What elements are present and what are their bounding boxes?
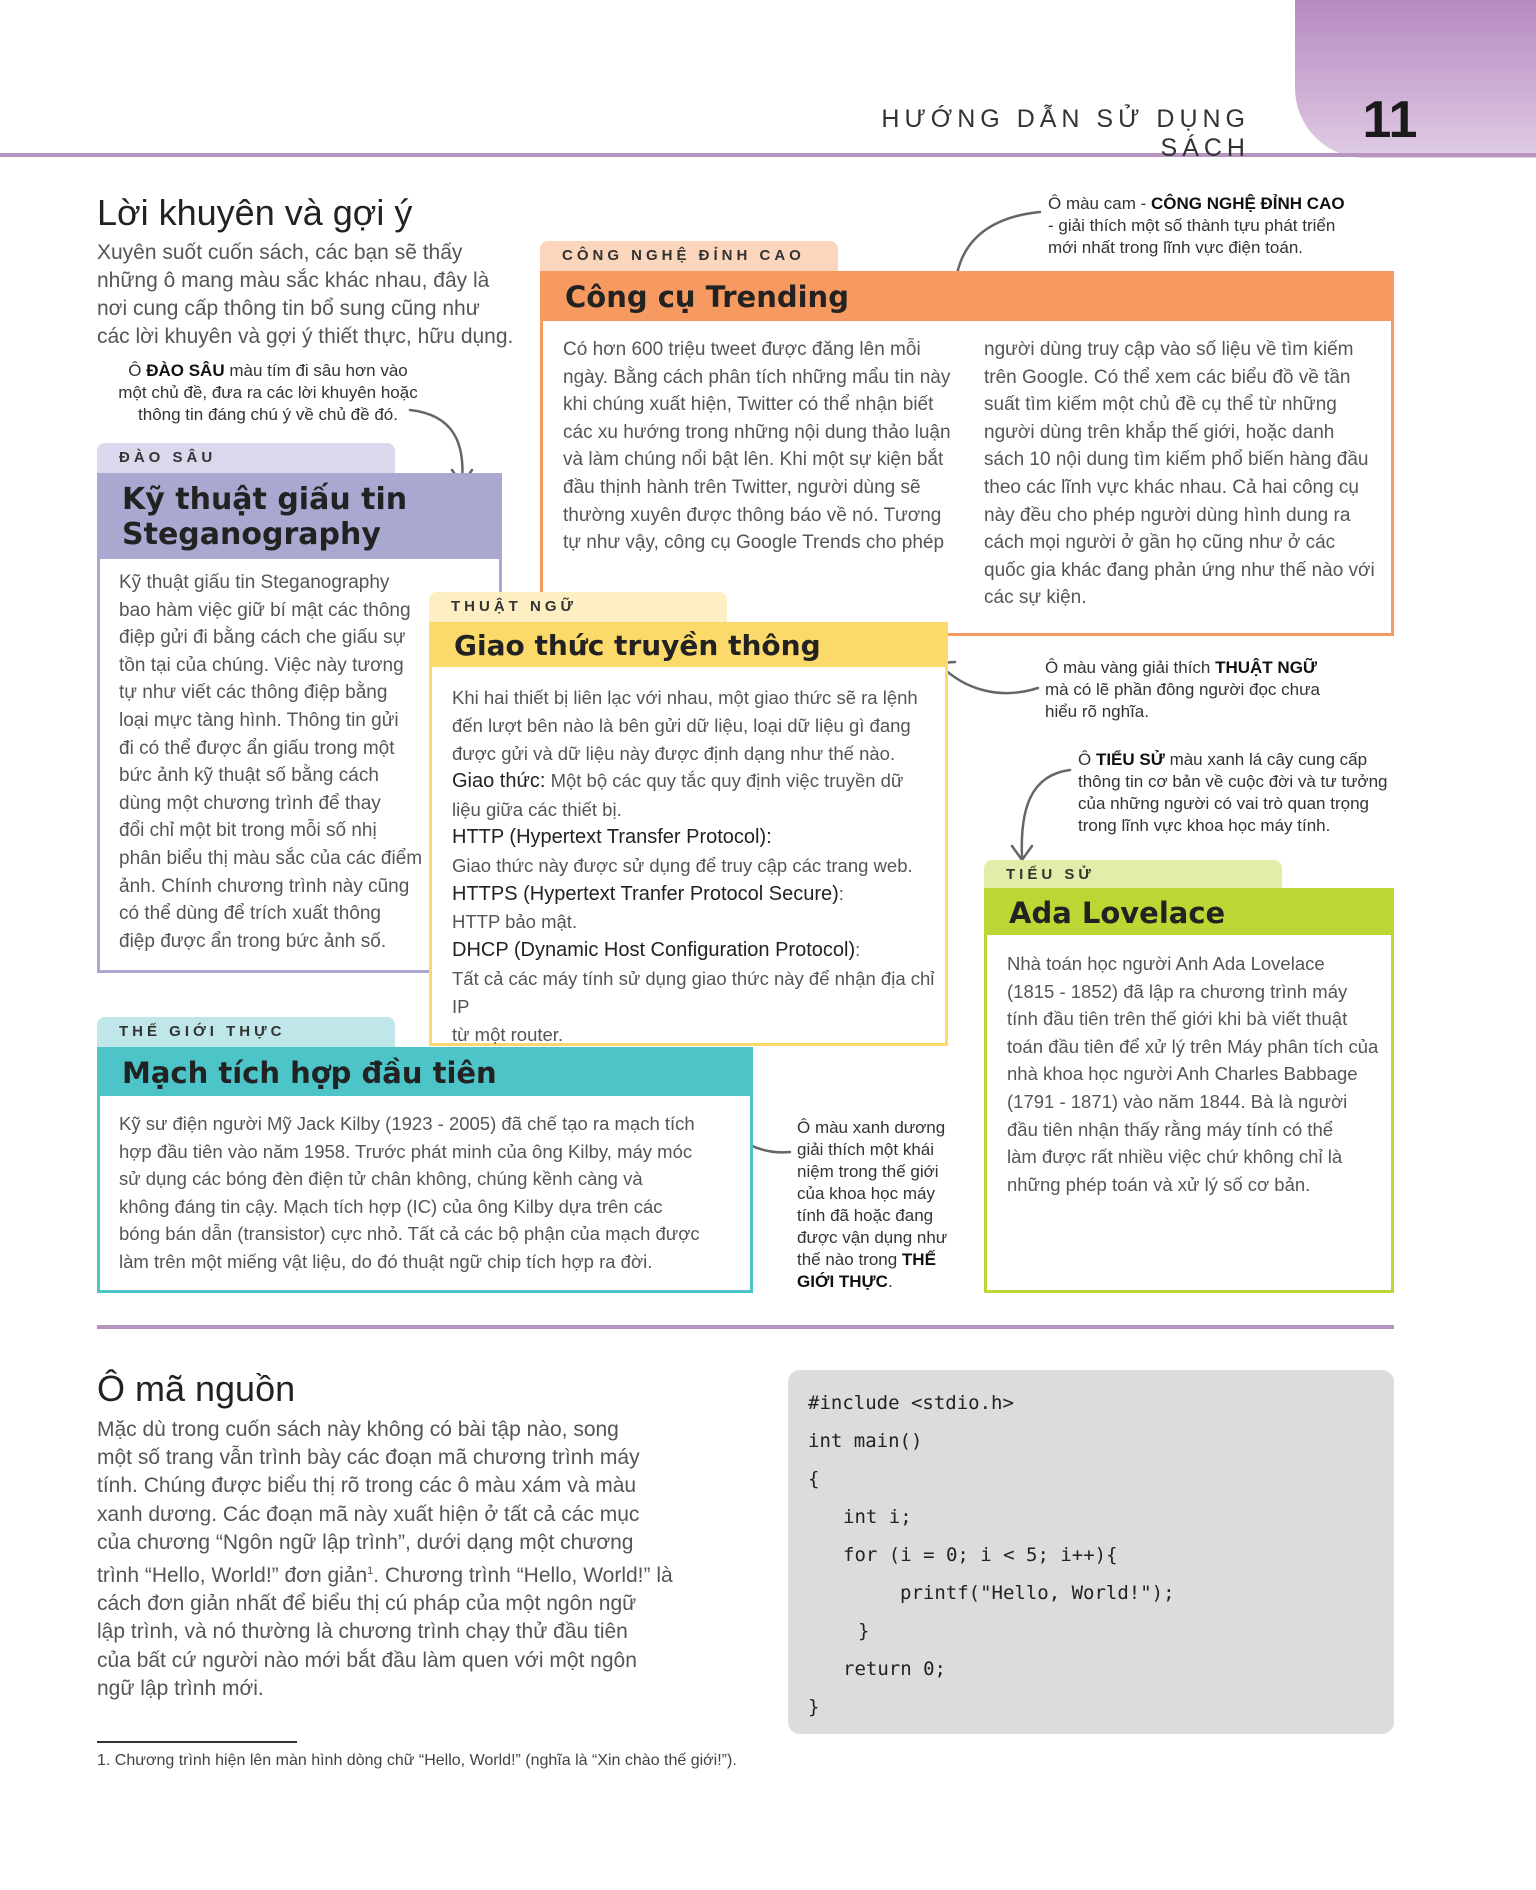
page-number: 11 [1362, 91, 1418, 149]
tag-the-gioi-thuc: THẾ GIỚI THỰC [97, 1017, 395, 1047]
code-line: return 0; [843, 1658, 946, 1680]
box-cong-nghe-col2: người dùng truy cập vào số liệu về tìm kiếm trên Google. Có thể xem các biểu đồ về tần suất tìm kiếm một chủ đề cụ thể từ những người dùng trên khắp thế giới, hoặc danh sách 10 nội dung tìm kiếm phổ biến hàng đầu theo các lĩnh vực khác nhau. Cả hai công cụ này đều cho phép người dùng hình dung ra cách mọi người ở gần họ cũng như ở các quốc gia khác đang phản ứng như thế nào với các sự kiện. [984, 339, 1375, 609]
intro-line: Xuyên suốt cuốn sách, các bạn sẽ thấy [97, 241, 463, 264]
box-tieu-su-text: Nhà toán học người Anh Ada Lovelace (1815 - 1852) đã lập ra chương trình máy tính đầu tiên trên thế giới khi bà viết thuật toán đầu tiên để xử lý trên Máy phân tích của nhà khoa học người Anh Charles Babbage (1791 - 1871) vào năm 1844. Bà là người đầu tiên nhận thấy rằng máy tính có thể làm được rất nhiều việc chứ không chỉ là những phép toán và xử lý số cơ bản. [1007, 953, 1379, 1195]
code-line: printf("Hello, World!"); [900, 1582, 1175, 1604]
box-thuat-ngu-text: Khi hai thiết bị liên lạc với nhau, một giao thức sẽ ra lệnh đến lượt bên nào là bên gửi dữ liệu, loại dữ liệu gì đang được gửi và dữ liệu này được định dạng như thế nào. Giao thức: Một bộ các quy tắc quy định việc truyền dữ liệu giữa các thiết bị. HTTP (Hypertext Transfer Protocol): Giao thức này được sử dụng để truy cập các trang web. HTTPS (Hypertext Tranfer Protocol Secure): HTTP bảo mật. DHCP (Dynamic Host Configuration Protocol): Tất cả các máy tính sử dụng giao thức này để nhận địa chỉ IP từ một router. [452, 687, 935, 1045]
note-the-gioi-thuc: Ô màu xanh dương giải thích một khái niệm trong thế giới của khoa học máy tính đã hoặc đang được vận dụng như thế nào trong THẾ GIỚI THỰC. [797, 1118, 948, 1291]
tag-thuat-ngu: THUẬT NGỮ [429, 592, 727, 622]
intro-line: nơi cung cấp thông tin bổ sung cũng như [97, 297, 480, 320]
box-thuat-ngu [429, 622, 948, 1046]
code-line: int i; [843, 1506, 912, 1528]
intro-line: những ô mang màu sắc khác nhau, đây là [97, 269, 490, 292]
note-cong-nghe: Ô màu cam - CÔNG NGHỆ ĐỈNH CAO - giải thích một số thành tựu phát triển mới nhất trong lĩnh vực điện toán. [1048, 194, 1345, 257]
code-line: for (i = 0; i < 5; i++){ [843, 1544, 1118, 1566]
tag-tieu-su: TIỂU SỬ [984, 860, 1282, 890]
section-divider [97, 1325, 1394, 1329]
code-line: } [858, 1620, 870, 1642]
arrow-tieu-su [1022, 770, 1070, 858]
code-line: int main() [808, 1430, 923, 1452]
note-tieu-su: Ô TIỂU SỬ màu xanh lá cây cung cấp thông tin cơ bản về cuộc đời và tư tưởng của những người có vai trò quan trọng trong lĩnh vực khoa học máy tính. [1078, 750, 1388, 835]
code-box [788, 1370, 1394, 1734]
box-cong-nghe [540, 271, 1394, 636]
intro-line: các lời khuyên và gợi ý thiết thực, hữu dụng. [97, 325, 514, 348]
intro-title: Lời khuyên và gợi ý [97, 192, 413, 233]
box-tieu-su [984, 888, 1394, 1293]
tag-dao-sau: ĐÀO SÂU [97, 443, 395, 473]
running-header: HƯỚNG DẪN SỬ DỤNG SÁCH [881, 105, 1250, 162]
source-code-text: Mặc dù trong cuốn sách này không có bài tập nào, song một số trang vẫn trình bày các đoạn mã chương trình máy tính. Chúng được biểu thị rõ trong các ô màu xám và màu xanh dương. Các đoạn mã này xuất hiện ở tất cả các mục của chương “Ngôn ngữ lập trình”, dưới dạng một chương trình “Hello, World!” đơn giản$^1$. Chương trình “Hello, World!” là cách đơn giản nhất để biểu thị cú pháp của một ngôn ngữ lập trình, và nó thường là chương trình chạy thử đầu tiên của bất cứ người nào mới bắt đầu làm quen với một ngôn ngữ lập trình mới. [97, 1418, 673, 1700]
arrow-thuat-ngu [940, 665, 1038, 693]
arrow-dao-sau [410, 410, 462, 482]
box-tieu-su-title: Ada Lovelace [987, 891, 1391, 935]
box-thuat-ngu-title: Giao thức truyền thông [432, 625, 945, 667]
box-the-gioi-thuc [97, 1047, 753, 1293]
box-the-gioi-thuc-title: Mạch tích hợp đầu tiên [100, 1050, 750, 1096]
footnote: 1. Chương trình hiện lên màn hình dòng chữ “Hello, World!” (nghĩa là “Xin chào thế giới!”). [97, 1752, 737, 1769]
code-line: { [808, 1468, 820, 1490]
box-the-gioi-thuc-text: Kỹ sư điện người Mỹ Jack Kilby (1923 - 2005) đã chế tạo ra mạch tích hợp đầu tiên vào năm 1958. Trước phát minh của ông Kilby, máy móc sử dụng các bóng đèn điện tử chân không, chúng kềnh càng và không đáng tin cậy. Mạch tích hợp (IC) của ông Kilby dựa trên các bóng bán dẫn (transistor) cực nhỏ. Tất cả các bộ phận của mạch được làm trên một miếng vật liệu, do đó thuật ngữ chip tích hợp ra đời. [119, 1113, 700, 1272]
box-cong-nghe-title: Công cụ Trending [543, 274, 1391, 321]
note-thuat-ngu: Ô màu vàng giải thích THUẬT NGỮ mà có lẽ phần đông người đọc chưa hiểu rõ nghĩa. [1045, 658, 1320, 721]
tag-cong-nghe: CÔNG NGHỆ ĐỈNH CAO [540, 241, 838, 271]
code-line: } [808, 1696, 820, 1718]
footnote-rule [97, 1741, 297, 1743]
source-code-title: Ô mã nguồn [97, 1368, 296, 1409]
note-dao-sau: Ô ĐÀO SÂU màu tím đi sâu hơn vào một chủ đề, đưa ra các lời khuyên hoặc thông tin đáng chú ý về chủ đề đó. [118, 361, 418, 424]
code-line: #include <stdio.h> [808, 1392, 1014, 1414]
box-dao-sau-text: Kỹ thuật giấu tin Steganography bao hàm việc giữ bí mật các thông điệp gửi đi bằng cách che giấu sự tồn tại của chúng. Việc này tương tự như viết các thông điệp bằng loại mực tàng hình. Thông tin gửi đi có thể được ẩn giấu trong một bức ảnh kỹ thuật số bằng cách dùng một chương trình để thay đổi chỉ một bit trong mỗi số nhị phân biểu thị màu sắc của các điểm ảnh. Chính chương trình này cũng có thể dùng để trích xuất thông điệp được ẩn trong bức ảnh số. [119, 572, 423, 952]
box-cong-nghe-col1: Có hơn 600 triệu tweet được đăng lên mỗi ngày. Bằng cách phân tích những mẩu tin này khi chúng xuất hiện, Twitter có thể nhận biết các xu hướng trong những nội dung thảo luận và làm chúng nổi bật lên. Khi một sự kiện bắt đầu thịnh hành trên Twitter, người dùng sẽ thường xuyên được thông báo về nó. Tương tự như vậy, công cụ Google Trends cho phép [563, 339, 951, 554]
box-dao-sau-title: Kỹ thuật giấu tin Steganography [100, 476, 499, 559]
